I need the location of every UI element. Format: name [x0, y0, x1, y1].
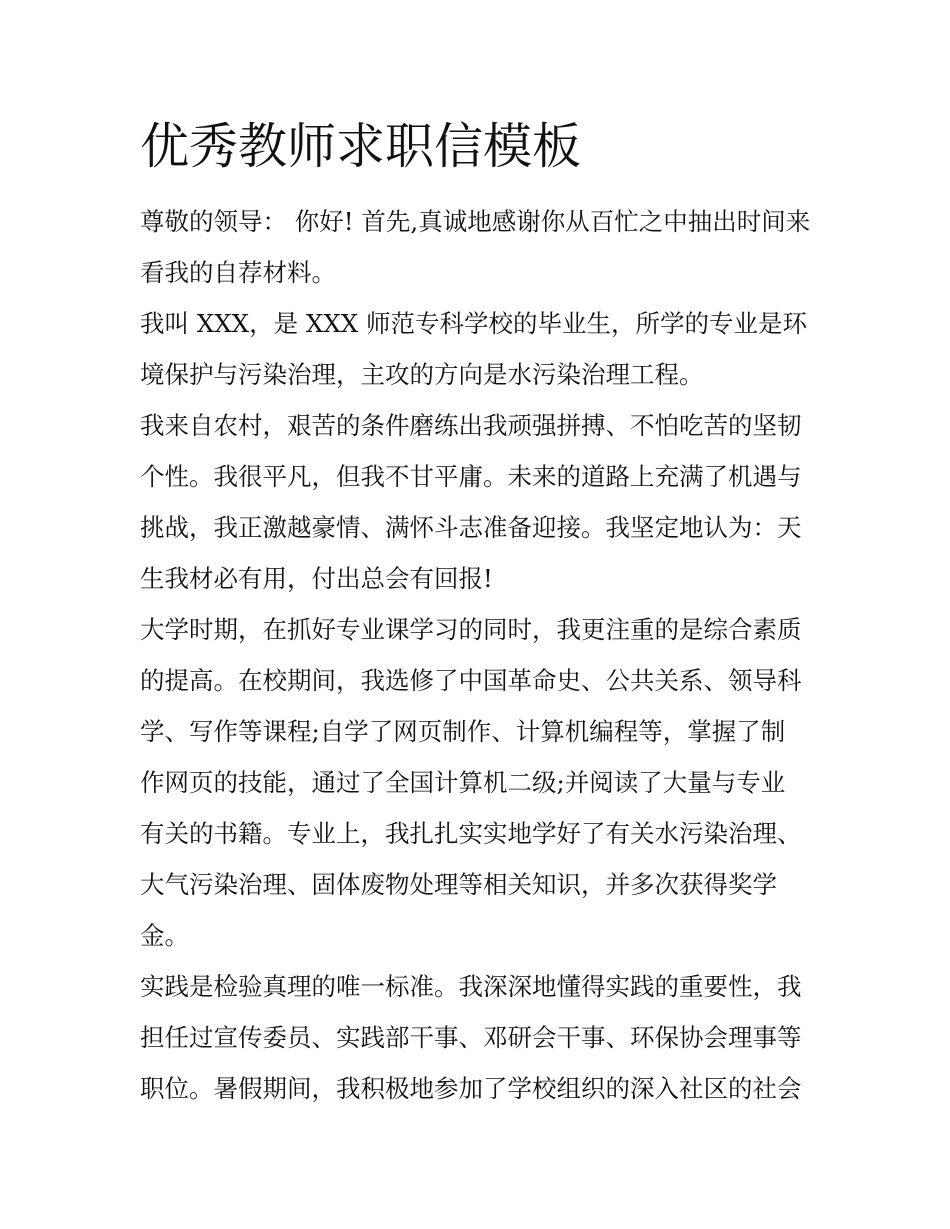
text-line: 看我的自荐材料。 [140, 258, 336, 287]
text-line: 境保护与污染治理，主攻的方向是水污染治理工程。 [140, 360, 704, 389]
text-line: 生我材必有用，付出总会有回报! [140, 564, 493, 593]
text-line: 的提高。在校期间，我选修了中国革命史、公共关系、领导科 [140, 666, 802, 695]
text-line: 担任过宣传委员、实践部干事、邓研会干事、环保协会理事等 [140, 1023, 802, 1052]
text-line: 我叫 XXX，是 XXX 师范专科学校的毕业生，所学的专业是环 [140, 309, 808, 338]
text-line: 尊敬的领导： 你好! 首先,真诚地感谢你从百忙之中抽出时间来 [140, 207, 811, 236]
letter-body [140, 196, 830, 1114]
text-line: 职位。暑假期间，我积极地参加了学校组织的深入社区的社会 [140, 1074, 802, 1103]
text-line: 大学时期，在抓好专业课学习的同时，我更注重的是综合素质 [140, 615, 802, 644]
document-title: 优秀教师求职信模板 [140, 118, 582, 175]
text-line: 我来自农村，艰苦的条件磨练出我顽强拼搏、不怕吃苦的坚韧 [140, 411, 802, 440]
text-line: 金。 [140, 921, 189, 950]
text-line: 挑战，我正激越豪情、满怀斗志准备迎接。我坚定地认为：天 [140, 513, 802, 542]
text-line: 大气污染治理、固体废物处理等相关知识，并多次获得奖学 [140, 870, 777, 899]
text-line: 作网页的技能，通过了全国计算机二级;并阅读了大量与专业 [140, 768, 786, 797]
text-line: 有关的书籍。专业上，我扎扎实实地学好了有关水污染治理、 [140, 819, 802, 848]
text-line: 实践是检验真理的唯一标准。我深深地懂得实践的重要性，我 [140, 972, 802, 1001]
text-line: 学、写作等课程;自学了网页制作、计算机编程等，掌握了制 [140, 717, 786, 746]
text-line: 个性。我很平凡，但我不甘平庸。未来的道路上充满了机遇与 [140, 462, 802, 491]
